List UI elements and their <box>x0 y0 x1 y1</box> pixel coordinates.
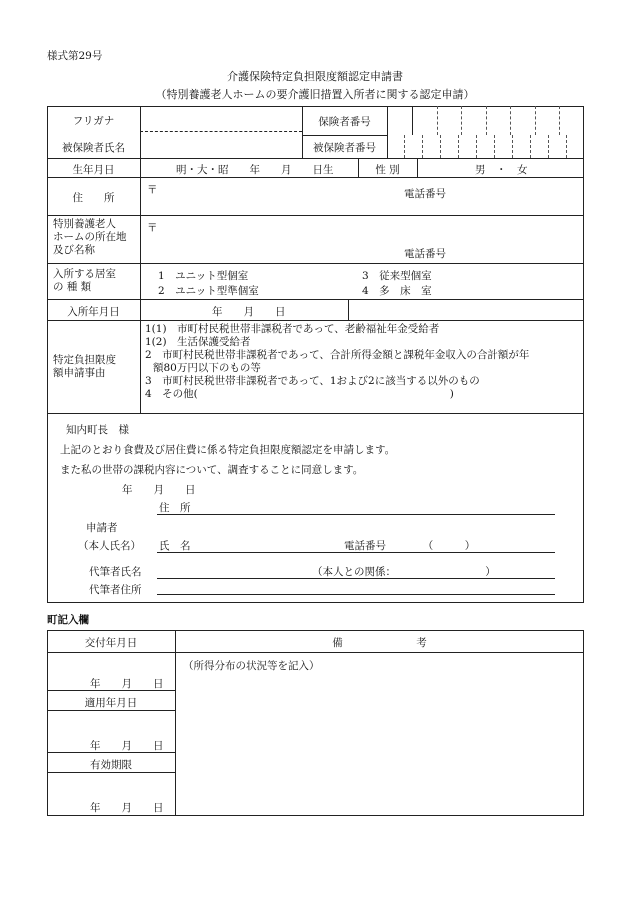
issue-date-value[interactable]: 年 月 日 <box>90 678 164 690</box>
addressee: 知内町長 様 <box>66 424 129 436</box>
birth-label: 生年月日 <box>72 164 115 176</box>
form-number: 様式第29号 <box>47 50 103 62</box>
reason-1-1[interactable]: 1(1) 市町村民税世帯非課税者であって、老齢福祉年金受給者 <box>145 323 440 335</box>
address-label: 住 所 <box>72 192 115 204</box>
insured-name-field[interactable] <box>141 132 301 157</box>
admission-label: 入所年月日 <box>67 306 120 318</box>
apply-date-label: 適用年月日 <box>84 697 138 709</box>
reason-2[interactable]: 2 市町村民税世帯非課税者であって、合計所得金額と課税年金収入の合計額が年 <box>145 349 530 361</box>
facility-postal-mark: 〒 <box>147 222 158 234</box>
page-subtitle: （特別養護老人ホームの要介護旧措置入所者に関する認定申請） <box>155 88 475 101</box>
furigana-field[interactable] <box>141 107 301 130</box>
apply-date-value[interactable]: 年 月 日 <box>90 740 164 752</box>
reason-4[interactable]: 4 その他( ) <box>145 388 454 400</box>
proxy-address-label: 代筆者住所 <box>89 584 142 596</box>
insured-no-field[interactable] <box>388 136 583 157</box>
valid-until-value[interactable]: 年 月 日 <box>90 802 164 814</box>
insurer-no-field[interactable] <box>413 107 583 134</box>
application-statement: 上記のとおり食費及び居住費に係る特定負担限度額認定を申請します。 <box>60 444 396 456</box>
remarks-note: （所得分布の状況等を記入） <box>183 660 320 672</box>
valid-until-label: 有効期限 <box>90 759 132 771</box>
proxy-name-field[interactable] <box>160 563 308 577</box>
application-date[interactable]: 年 月 日 <box>122 484 196 496</box>
applicant-phone-label: 電話番号 （ ） <box>344 540 476 552</box>
proxy-relation[interactable]: （本人との関係： ） <box>312 566 496 578</box>
room-option-1[interactable]: 1 ユニット型個室 <box>158 270 249 282</box>
page-title: 介護保険特定負担限度額認定申請書 <box>227 70 403 83</box>
applicant-self-label: （本人氏名） <box>78 540 141 552</box>
issue-date-label: 交付年月日 <box>84 637 138 649</box>
room-option-2[interactable]: 2 ユニット型準個室 <box>158 285 259 297</box>
applicant-name-label: 氏 名 <box>159 540 191 552</box>
facility-phone-label: 電話番号 <box>404 248 446 260</box>
address-field[interactable] <box>160 198 580 214</box>
proxy-address-field[interactable] <box>160 580 555 593</box>
applicant-label: 申請者 <box>86 522 118 534</box>
sex-value[interactable]: 男 ・ 女 <box>475 164 528 176</box>
reason-list <box>145 323 529 401</box>
address-phone-label: 電話番号 <box>404 188 446 200</box>
room-type-label: 入所する居室 の 種 類 <box>53 268 116 293</box>
insurer-no-label: 保険者番号 <box>318 116 371 128</box>
town-section-heading: 町記入欄 <box>47 614 89 626</box>
facility-field[interactable] <box>160 232 400 260</box>
remarks-field[interactable] <box>180 674 580 812</box>
facility-label: 特別養護老人 ホームの所在地 及び名称 <box>53 218 127 256</box>
consent-statement: また私の世帯の課税内容について、調査することに同意します。 <box>60 464 364 476</box>
reason-label: 特定負担限度 額申請事由 <box>53 354 116 379</box>
birth-value[interactable]: 明・大・昭 年 月 日生 <box>176 164 334 176</box>
furigana-label: フリガナ <box>72 115 115 127</box>
insured-name-label: 被保険者氏名 <box>62 142 125 154</box>
admission-value[interactable]: 年 月 日 <box>212 306 286 318</box>
postal-mark: 〒 <box>147 184 158 196</box>
applicant-address-label: 住 所 <box>159 502 191 514</box>
room-option-3[interactable]: 3 従来型個室 <box>362 270 432 282</box>
sex-label: 性 別 <box>375 164 400 176</box>
room-option-4[interactable]: 4 多 床 室 <box>362 285 432 297</box>
reason-2-cont: 額80万円以下のもの等 <box>153 362 261 374</box>
remarks-label: 備 考 <box>332 637 427 649</box>
applicant-address-field[interactable] <box>200 499 550 513</box>
insured-no-label: 被保険者番号 <box>313 142 376 154</box>
applicant-name-field[interactable] <box>200 537 340 551</box>
reason-1-2[interactable]: 1(2) 生活保護受給者 <box>145 336 251 348</box>
proxy-name-label: 代筆者氏名 <box>89 566 142 578</box>
reason-3[interactable]: 3 市町村民税世帯非課税者であって、1および2に該当する以外のもの <box>145 375 480 387</box>
